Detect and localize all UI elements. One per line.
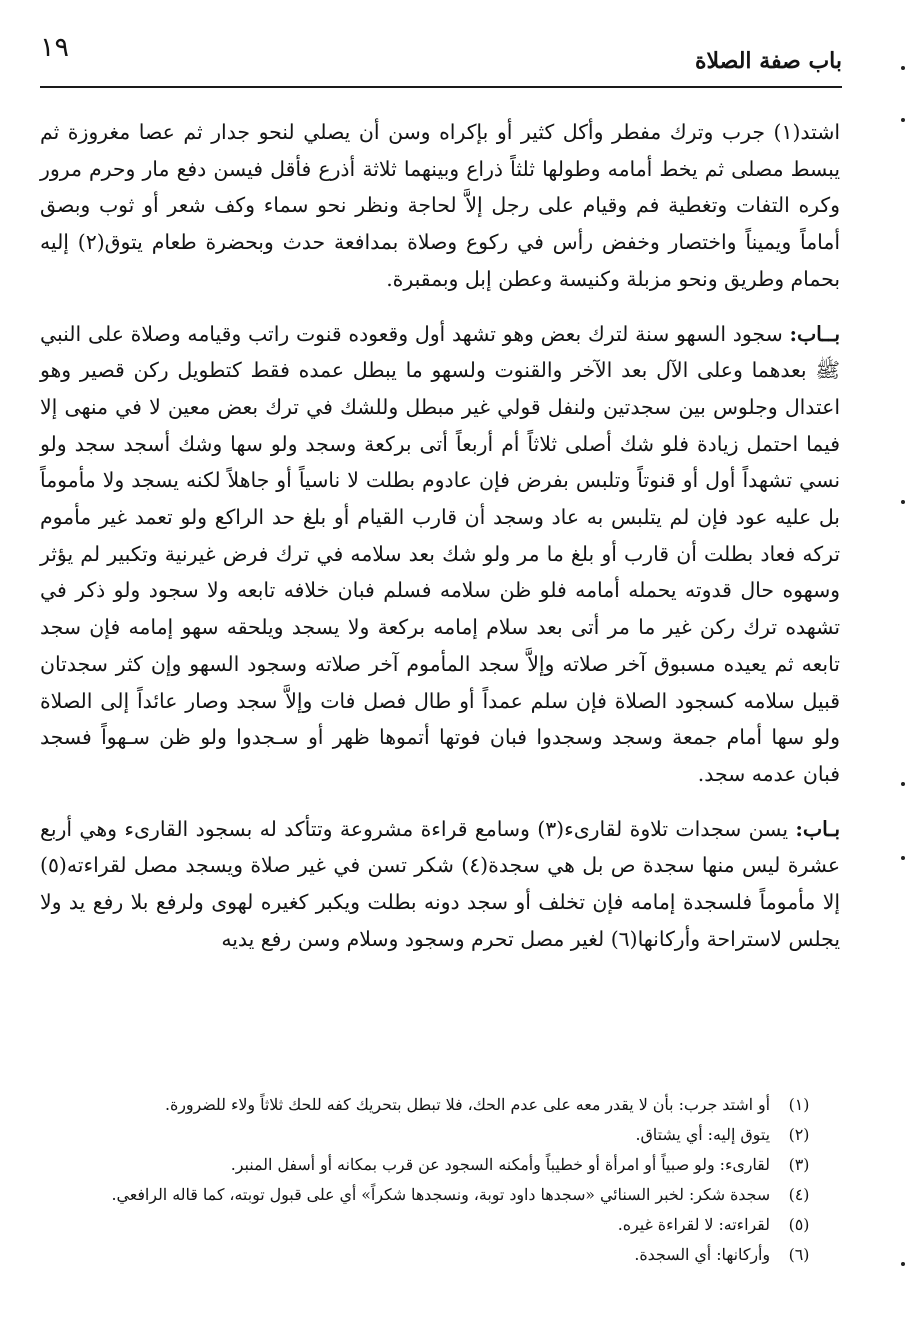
footnote [40, 1180, 828, 1210]
footnote-text: يتوق إليه: أي يشتاق. [635, 1125, 770, 1144]
scan-edge-mark [901, 500, 905, 504]
paragraph-lead: بــاب: [789, 321, 840, 346]
scan-edge-mark [901, 118, 905, 122]
footnote-number: (٦) [788, 1245, 810, 1264]
footnote [40, 1090, 828, 1120]
running-title: باب صفة الصلاة [694, 48, 842, 74]
paragraph-text: سجود السهو سنة لترك بعض وهو تشهد أول وقعوده قنوت راتب وقيامه وصلاة على النبي ﷺ بعدهما وعلى الآل بعد الآخر والقنوت ولسهو ما يبطل عمده فقط كتطويل ركن قصير وهو اعتدال وجلوس بين سجدتين ولنفل قولي غير مبطل وللشك في ترك بعض معين لا في منهى إلا فيما احتمل زيادة فلو شك أصلى ثلاثاً أم أربعاً أتى بركعة وسجد ولو سها وشك أسجد سجد ولو نسي تشهداً أول أو قنوتاً وتلبس بفرض فإن عادوم بطلت لا ناسياً أو جاهلاً لكنه يسجد ولا مأموماً بل عليه عود فإن لم يتلبس به عاد وسجد أن قارب القيام أو بلغ حد الراكع ولو تعمد غير مأموم تركه فعاد بطلت أن قارب أو بلغ ما مر ولو شك بعد سلامه في ترك فرض غيرنية وتكبير لم يؤثر وسهوه حال قدوته يحمله أمامه فلو ظن سلامه فسلم فبان خلافه تابعه ولا سجود ولو ذكر في تشهده ترك ركن غير ما مر أتى بعد سلام إمامه بركعة ولا يسجد ويلحقه سهو إمامه فإن سجد تابعه ثم يعيده مسبوق آخر صلاته وإلاَّ سجد المأموم آخر صلاته وسجود السهو وإن كثر سجدتان قبيل سلامه كسجود الصلاة فإن سلم عمداً أو طال فصل فات وإلاَّ سجد وصار عائداً إلى الصلاة ولو سها أمام جمعة وسجد وسجدوا فبان فوتها أتموها ظهر أو سـجدوا ولو ظن سـهواً فسجد فبان عدمه سجد. [40, 321, 840, 786]
page-header [40, 30, 842, 86]
footnote-text: لقراءته: لا لقراءة غيره. [617, 1215, 770, 1234]
footnote-text: وأركانها: أي السجدة. [634, 1245, 770, 1264]
paragraph-text: يسن سجدات تلاوة لقارىء(٣) وسامع قراءة مشروعة وتتأكد له بسجود القارىء وهي أربع عشرة ليس منها سجدة ص بل هي سجدة(٤) شكر تسن في غير صلاة ويسجد مصل لقراءته(٥) إلا مأموماً فلسجدة إمامه فإن تخلف أو سجد دونه بطلت ويكبر كغيره لهوى ولرفع بلا رفع يد ولا يجلس لاستراحة وأركانها(٦) لغير مصل تحرم وسجود وسلام وسن رفع يديه [40, 816, 841, 951]
footnote-number: (٣) [788, 1155, 810, 1174]
footnote-number: (٢) [788, 1125, 810, 1144]
paragraph-sujud-tilawa [40, 811, 840, 958]
footnote-text: لقارىء: ولو صبياً أو امرأة أو خطيباً وأمكنه السجود عن قرب بمكانه أو أسفل المنبر. [230, 1155, 770, 1174]
header-divider [40, 86, 842, 88]
footnote-number: (٤) [788, 1185, 810, 1204]
scan-edge-mark [901, 782, 905, 786]
footnote [40, 1240, 828, 1270]
footnote [40, 1120, 828, 1150]
paragraph-sujud-sahw [40, 316, 840, 793]
paragraph-lead: بـاب: [795, 816, 840, 841]
footnote-number: (١) [788, 1095, 810, 1114]
paragraph-text: اشتد(١) جرب وترك مفطر وأكل كثير أو بإكراه وسن أن يصلي لنحو جدار ثم عصا مغروزة ثم يبسط مصلى ثم يخط أمامه وطولها ثلثاً ذراع وبينهما ثلاثة أذرع فأقل فيسن دفع مار وحرم مرور وكره التفات وتغطية فم وقيام على رجل إلاَّ لحاجة ونظر نحو سماء وكف شعر أو ثوب وبصق أماماً ويميناً واختصار وخفض رأس في ركوع وصلاة بمدافعة حدث وبحضرة طعام يتوق(٢) إليه بحمام وطريق ونحو مزبلة وكنيسة وعطن إبل وبمقبرة. [40, 120, 840, 291]
scan-edge-mark [901, 856, 905, 860]
paragraph-intro [40, 114, 840, 298]
main-text [40, 114, 840, 957]
footnote-text: أو اشتد جرب: بأن لا يقدر معه على عدم الحك، فلا تبطل بتحريك كفه للحك ثلاثاً ولاء للضرورة. [164, 1095, 770, 1114]
footnote [40, 1150, 828, 1180]
page-number: ١٩ [40, 32, 70, 63]
footnote-number: (٥) [788, 1215, 810, 1234]
paragraph-gap [40, 793, 840, 811]
scan-edge-mark [901, 66, 905, 70]
footnotes [40, 1090, 828, 1270]
footnote [40, 1210, 828, 1240]
paragraph-gap [40, 298, 840, 316]
scan-edge-mark [901, 1262, 905, 1266]
footnote-text: سجدة شكر: لخبر السنائي «سجدها داود توبة، ونسجدها شكراً» أي على قبول توبته، كما قاله الرافعي. [111, 1185, 770, 1204]
